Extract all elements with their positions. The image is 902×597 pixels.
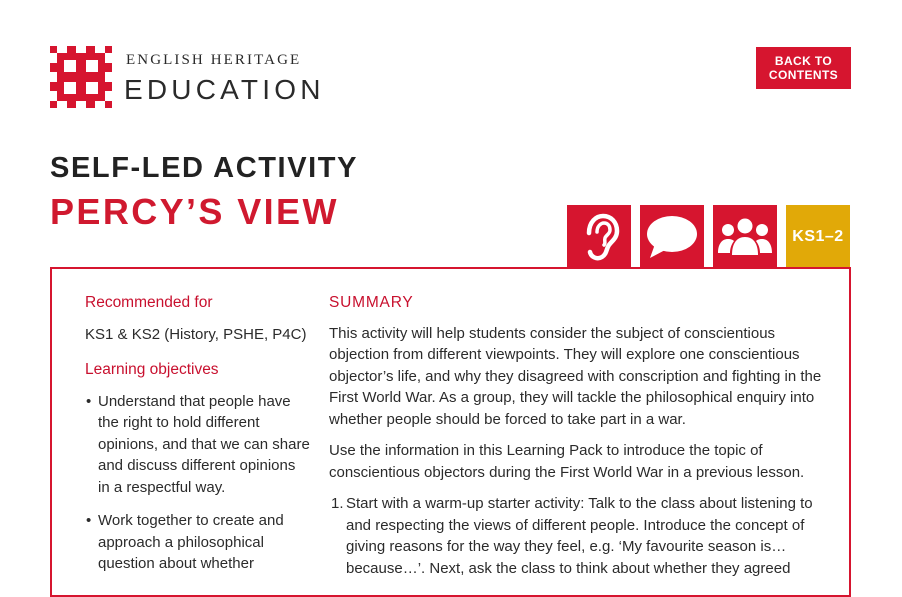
ear-icon [577, 213, 621, 261]
step-number: 1. [331, 495, 344, 512]
list-item: • Understand that people have the right to hold different opinions, and that we can share and discuss different opinions in a respectful way. [85, 391, 310, 499]
back-button-label-line2: CONTENTS [768, 68, 839, 82]
back-button-label-line1: BACK TO [774, 54, 833, 68]
key-stage-badge: KS1–2 [786, 205, 850, 268]
activity-type-heading: SELF-LED ACTIVITY [50, 152, 359, 184]
steps-list [329, 493, 829, 579]
recommended-text: KS1 & KS2 (History, PSHE, P4C) [85, 325, 307, 343]
list-item [329, 493, 829, 579]
listening-tile [567, 205, 631, 268]
summary-paragraph: Use the information in this Learning Pack to introduce the topic of conscientious objectors during the First World War in a previous lesson. [329, 442, 805, 481]
list-item: • Work together to create and approach a philosophical question about whether [85, 510, 310, 575]
group-work-tile [713, 205, 777, 268]
recommended-heading: Recommended for [85, 294, 213, 311]
summary-heading: SUMMARY [329, 294, 414, 311]
objectives-list [85, 391, 310, 575]
summary-paragraph: This activity will help students consider the subject of conscientious objection from different viewpoints. They will explore one conscientious objector’s life, and why they disagreed with conscription and fighting in the First World War. As a group, they will tackle the philosophical enquiry into whether people should be forced to take part in a war. [329, 324, 822, 428]
brand-division: EDUCATION [124, 74, 325, 105]
english-heritage-logo-icon [50, 46, 112, 108]
brand-name: ENGLISH HERITAGE [126, 52, 302, 68]
summary-section [329, 292, 829, 579]
speech-bubble-icon [645, 214, 699, 260]
page-title: PERCY’S VIEW [50, 191, 339, 232]
back-to-contents-button[interactable] [756, 47, 851, 89]
objectives-heading: Learning objectives [85, 361, 219, 378]
step-text: Start with a warm-up starter activity: Talk to the class about listening to and respecting the views of different people. Introduce the concept of giving reasons for the way they feel, e.g. ‘My favourite season is… because…’. Next, ask the class to think about whether they agreed [346, 495, 813, 577]
discussion-tile [640, 205, 704, 268]
group-icon [718, 217, 772, 257]
sidebar [85, 292, 310, 587]
